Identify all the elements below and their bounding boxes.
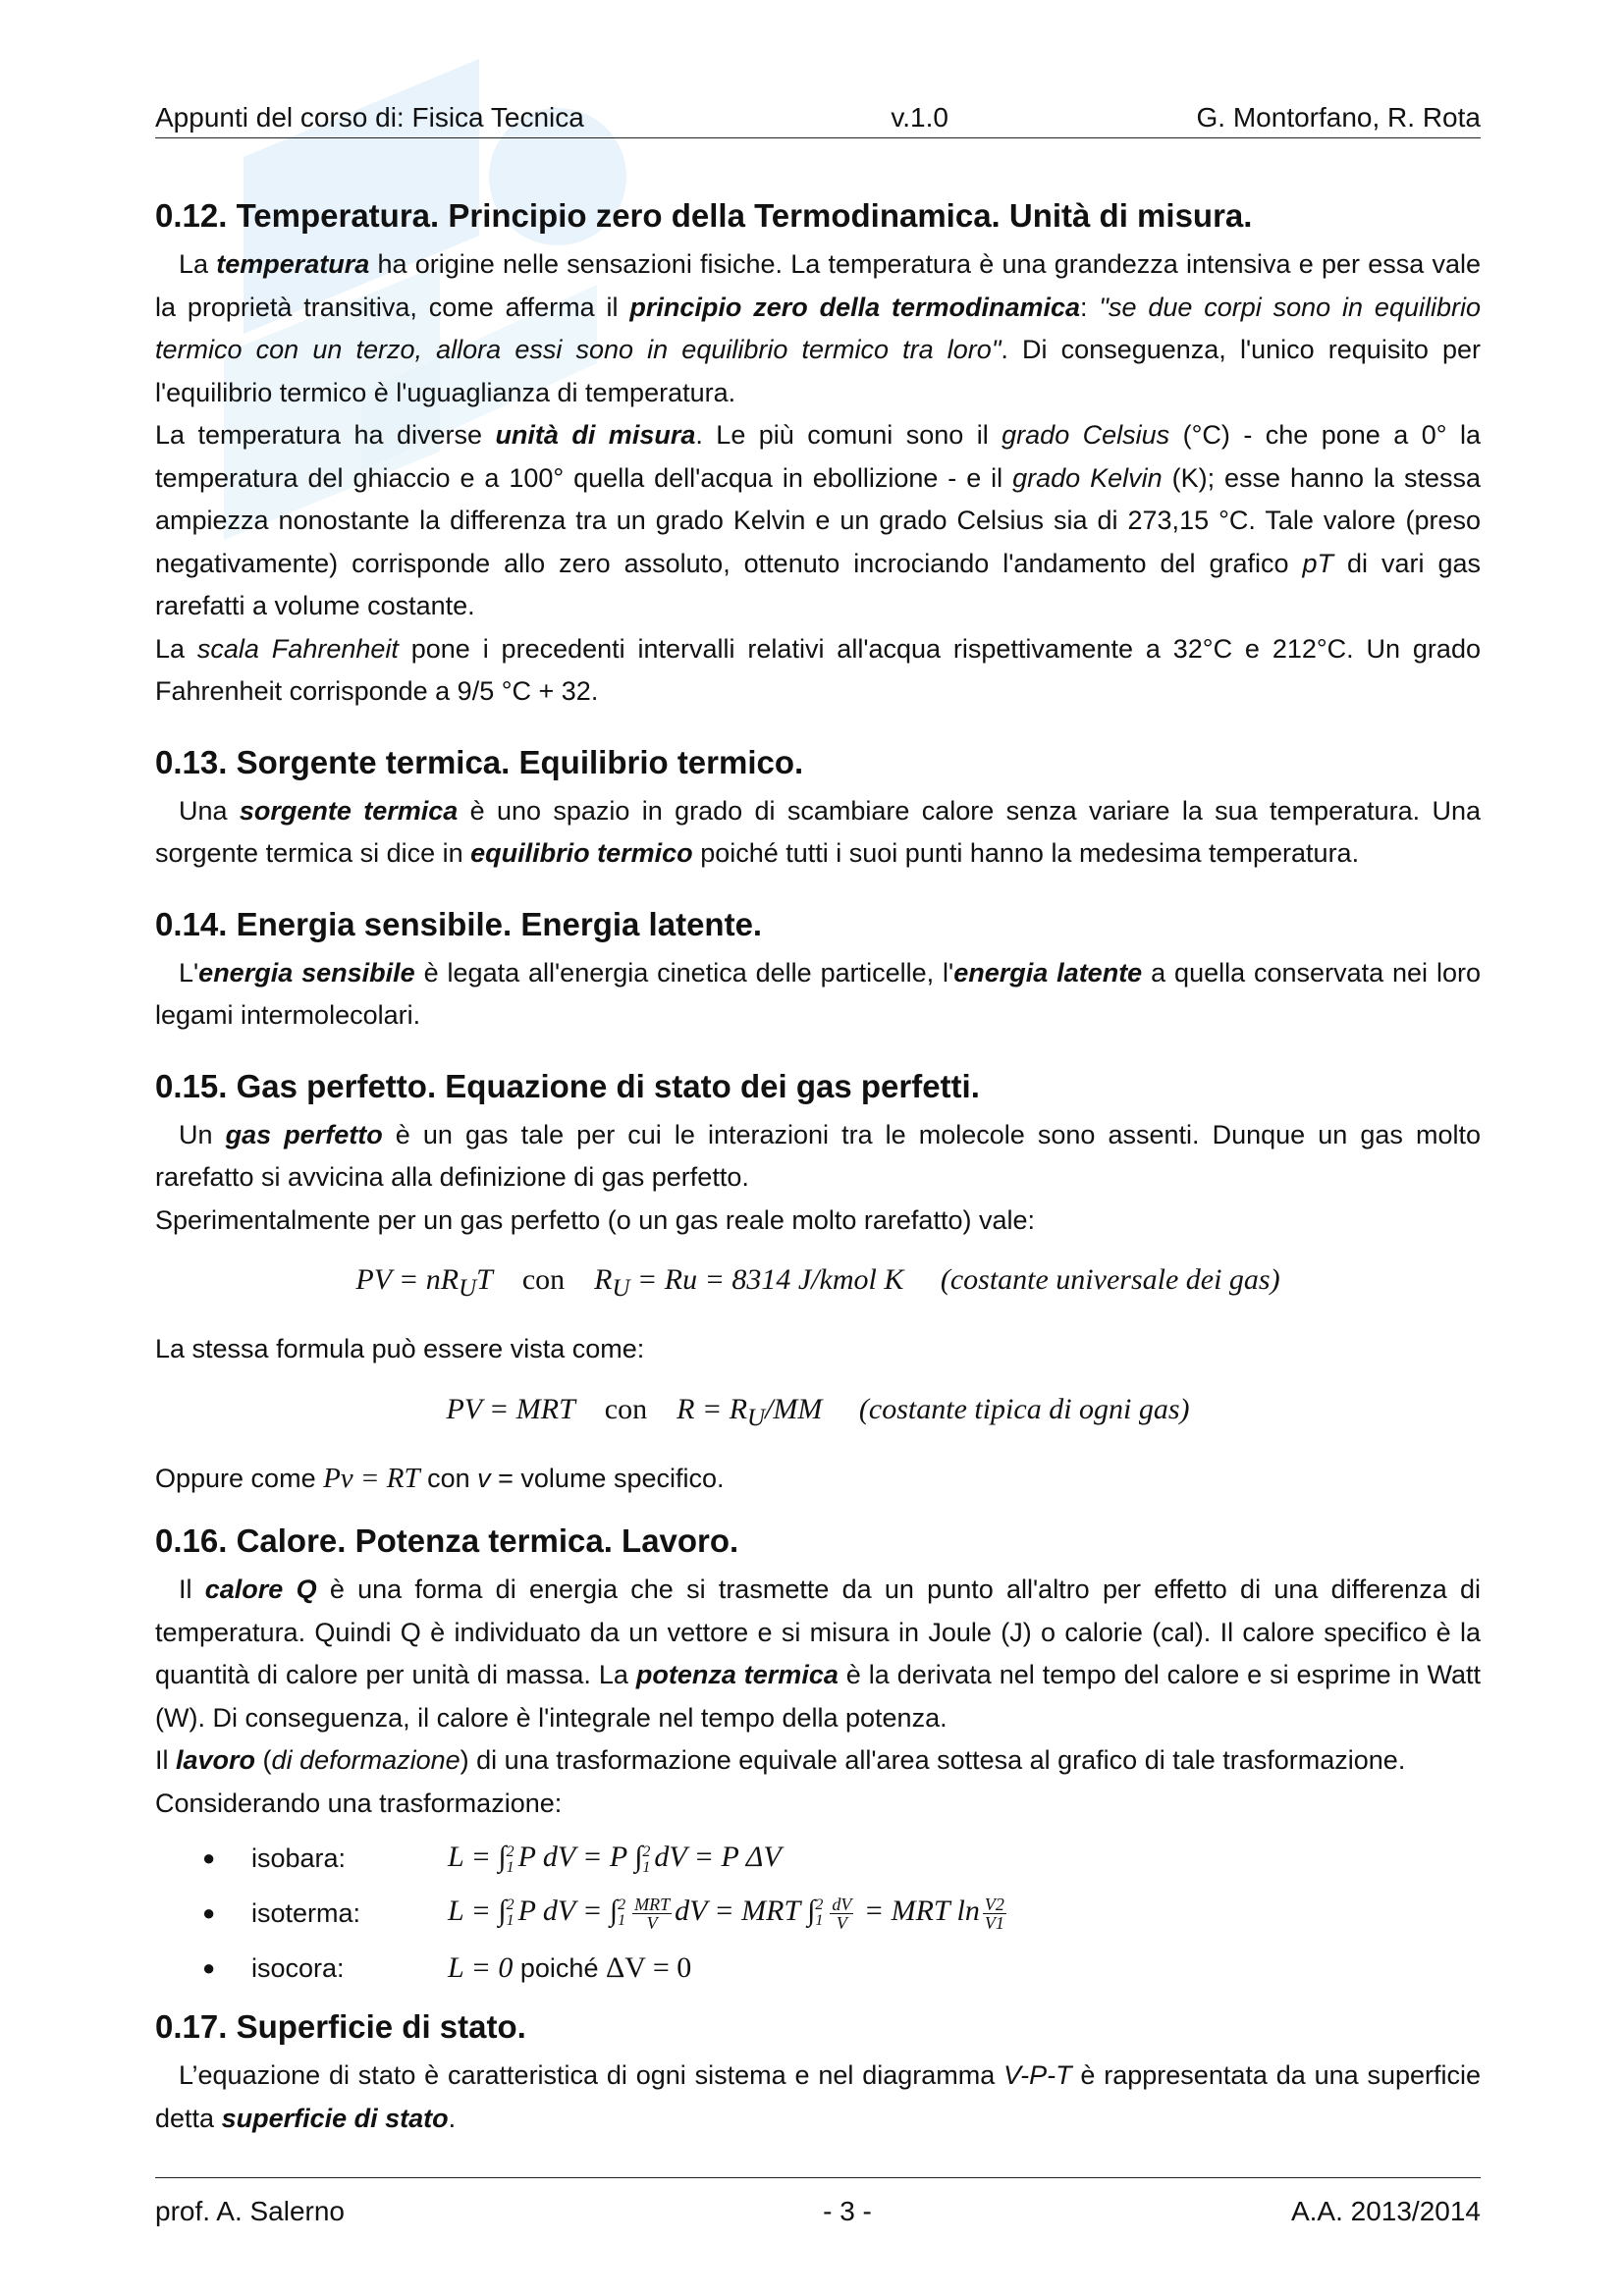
footer-academic-year: A.A. 2013/2014	[1290, 2196, 1481, 2226]
section-title-0-15: 0.15. Gas perfetto. Equazione di stato dei gas perfetti.	[155, 1067, 980, 1104]
paragraph-unita-misura: La temperatura ha diverse unità di misura. Le più comuni sono il grado Celsius (°C) - che pone a 0° la temperatura del ghiaccio e a 100° quella dell'acqua in ebollizione - e il grado Kelvin (K); esse hanno la stessa ampiezza nonostante la differenza tra un grado Kelvin e un grado Celsius sia di 273,15 °C. Tale valore (preso negativamente) corrisponde allo zero assoluto, ottenuto incrociando l'andamento del grafico pT di vari gas rarefatti a volume costante.	[155, 420, 1481, 620]
section-title-0-14: 0.14. Energia sensibile. Energia latente.	[155, 905, 763, 942]
paragraph-fahrenheit: La scala Fahrenheit pone i precedenti intervalli relativi all'acqua rispettivamente a 32°C e 212°C. Un grado Fahrenheit corrisponde a 9/5 °C + 32.	[155, 633, 1481, 706]
paragraph-energia: L'energia sensibile è legata all'energia cinetica delle particelle, l'energia latente a quella conservata nei loro legami intermolecolari.	[155, 957, 1481, 1030]
list-item-isocora: ● isocora: L = 0 poiché ΔV = 0	[202, 1951, 692, 1984]
equation-isoterma: L = ∫ 2 1 P dV = ∫ 2 1 $\frac{\text{MRT}}{V}$ dV = MRT ∫ 2 1 $\frac{dV}{V}$ = MRT ln $\frac{V2}{V1}$	[448, 1894, 1004, 1933]
page-content	[155, 196, 1481, 2140]
paragraph-volume-specifico: Oppure come Pv = RT con v = volume specifico.	[155, 1462, 725, 1494]
section-title-0-13: 0.13. Sorgente termica. Equilibrio termico.	[155, 743, 804, 780]
paragraph-sorgente: Una sorgente termica è uno spazio in grado di scambiare calore senza variare la sua temperatura. Una sorgente termica si dice in equilibrio termico poiché tutti i suoi punti hanno la medesima temperatura.	[155, 795, 1481, 868]
section-title-0-16: 0.16. Calore. Potenza termica. Lavoro.	[155, 1522, 739, 1559]
list-item-isobara: ● isobara: L = ∫ 2 1 P dV = P ∫ 2 1 dV = P ΔV	[202, 1841, 782, 1876]
paragraph-trasformazione: Considerando una trasformazione:	[155, 1788, 563, 1818]
section-title-0-17: 0.17. Superficie di stato.	[155, 2008, 526, 2045]
header-version: v.1.0	[891, 102, 948, 133]
section-0-16	[155, 1522, 1481, 1996]
paragraph-calore: Il calore Q è una forma di energia che si trasmette da un punto all'altro per effetto di una differenza di temperatura. Quindi Q è individuato da un vettore e si misura in Joule (J) o calorie (cal). Il calore specifico è la quantità di calore per unità di massa. La potenza termica è la derivata nel tempo del calore e si esprime in Watt (W). Di conseguenza, il calore è l'integrale nel tempo della potenza.	[155, 1575, 1481, 1733]
footer-page-number: - 3 -	[823, 2196, 872, 2226]
paragraph-temperatura: La temperatura ha origine nelle sensazioni fisiche. La temperatura è una grandezza intensiva e per essa vale la proprietà transitiva, come afferma il principio zero della termodinamica: "se due corpi sono in equilibrio termico con un terzo, allora essi sono in equilibrio termico tra loro". Di conseguenza, l'unico requisito per l'equilibrio termico è l'uguaglianza di temperatura.	[155, 249, 1481, 407]
list-item-isoterma: ● isoterma: L = ∫ 2 1 P dV = ∫ 2 1 $\frac{\text{MRT}}{V}$ dV = MRT ∫ 2 1 $\frac{dV}{V}$ = MRT ln $\frac{V2}{V1}$	[155, 1886, 1481, 1941]
paragraph-gas-perfetto: Un gas perfetto è un gas tale per cui le interazioni tra le molecole sono assenti. Dunque un gas molto rarefatto si avvicina alla definizione di gas perfetto.	[155, 1119, 1481, 1192]
page-footer	[155, 2177, 1481, 2227]
paragraph-stessa-formula: La stessa formula può essere vista come:	[155, 1334, 645, 1363]
document-page	[155, 0, 1481, 2296]
section-title-0-12: 0.12. Temperatura. Principio zero della Termodinamica. Unità di misura.	[155, 197, 1253, 234]
page-header	[155, 98, 1481, 138]
header-course: Appunti del corso di: Fisica Tecnica	[155, 102, 584, 133]
transformation-list	[155, 1831, 1481, 1996]
paragraph-lavoro: Il lavoro (di deformazione) di una trasformazione equivale all'area sottesa al grafico di tale trasformazione.	[155, 1745, 1406, 1775]
section-0-17	[155, 2007, 1481, 2140]
section-0-13	[155, 743, 1481, 876]
section-0-14	[155, 905, 1481, 1038]
equation-isocora: L = 0 poiché ΔV = 0	[448, 1951, 692, 1984]
equation-isobara: L = ∫ 2 1 P dV = P ∫ 2 1 dV = P ΔV	[448, 1841, 782, 1876]
header-authors: G. Montorfano, R. Rota	[1196, 102, 1481, 133]
paragraph-superficie: L’equazione di stato è caratteristica di ogni sistema e nel diagramma V-P-T è rappresentata da una superficie detta superficie di stato.	[155, 2060, 1481, 2133]
footer-professor: prof. A. Salerno	[155, 2196, 346, 2226]
formula-gas-specifico: PV = MRT con $R = R_U/MM$ (costante tipica di ogni gas)	[446, 1392, 1190, 1431]
formula-gas-universale: PV = $nR_UT$ con $R_U = Ru = 8314$ J/kmol K (costante universale dei gas)	[355, 1263, 1280, 1302]
section-0-15	[155, 1067, 1481, 1501]
paragraph-sperimentalmente: Sperimentalmente per un gas perfetto (o un gas reale molto rarefatto) vale:	[155, 1204, 1035, 1235]
